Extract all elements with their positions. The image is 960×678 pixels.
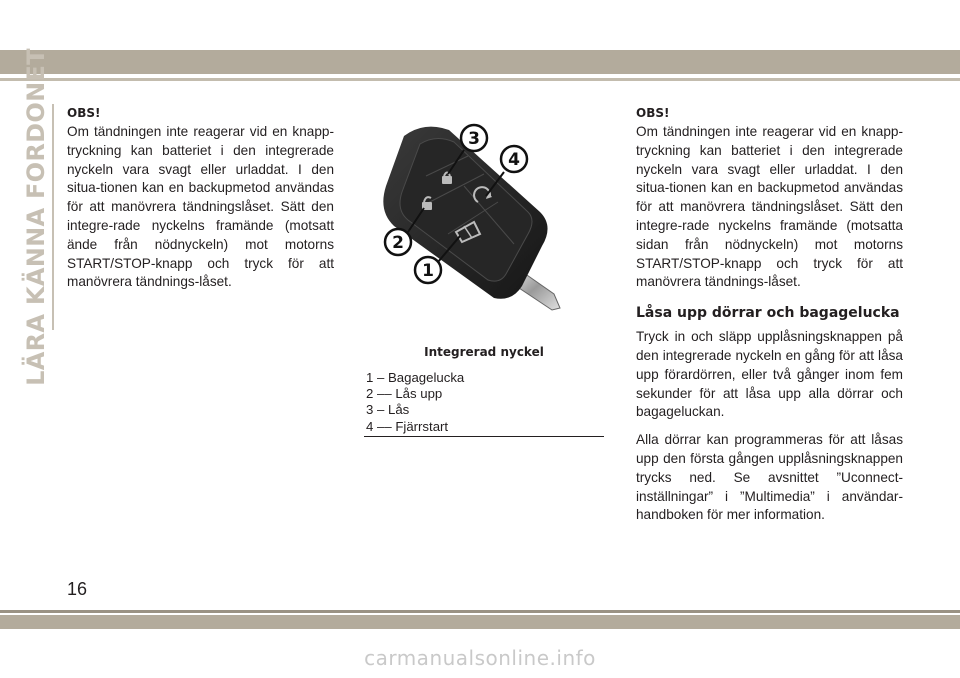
- figure-caption: Integrerad nyckel: [424, 345, 544, 359]
- legend-item: 1 – Bagagelucka: [366, 370, 465, 385]
- legend-rule: [364, 436, 604, 437]
- page-number: 16: [67, 579, 88, 599]
- left-column: [67, 105, 334, 292]
- note-heading: OBS!: [636, 106, 670, 120]
- note-text: Om tändningen inte reagerar vid en knapp-tryckning kan batteriet i den integrerade nyckeln vara svagt eller urladdat. I den situa-tionen kan en backupmetod användas för att manövrera tändningslåset. Sätt den integre-rade nyckelns framände (motsatta sidan från nödnyckeln) mot motorns START/STOP-knapp och tryck för att manövrera tändnings-låset.: [636, 124, 903, 290]
- callout-3-label: 3: [468, 129, 480, 149]
- callout-2-label: 2: [392, 233, 404, 253]
- key-fob-illustration: [364, 116, 604, 336]
- body-paragraph: Alla dörrar kan programmeras för att låsas upp den första gången upplåsningsknappen trycks ned. Se avsnittet ”Uconnect-inställningar” i ”Multimedia” i användar-handboken för mer information.: [636, 432, 903, 523]
- header-band: [0, 50, 960, 74]
- body-paragraph: Tryck in och släpp upplåsningsknappen på den integrerade nyckeln en gång för att låsa upp förardörren, eller två gånger inom fem sekunder för att låsa upp alla dörrar och bagageluckan.: [636, 329, 903, 420]
- section-heading: Låsa upp dörrar och bagagelucka: [636, 305, 900, 322]
- key-fob-figure: [364, 116, 604, 336]
- footer-band: [0, 615, 960, 629]
- section-title-text: LÄRA KÄNNA FORDONET: [22, 48, 50, 386]
- section-title: [21, 48, 51, 386]
- watermark: carmanualsonline.info: [364, 646, 596, 670]
- note-text: Om tändningen inte reagerar vid en knapp-tryckning kan batteriet i den integrerade nyckeln vara svagt eller urladdat. I den situa-tionen kan en backupmetod användas för att manövrera tändningslåset. Sätt den integre-rade nyckelns framände (motsatt ände från nödnyckeln) mot motorns START/STOP-knapp och tryck för att manövrera tändnings-låset.: [67, 124, 334, 290]
- header-rule: [0, 78, 960, 81]
- callout-4-label: 4: [508, 150, 520, 170]
- legend-item: 3 – Lås: [366, 402, 410, 418]
- figure-legend: [366, 370, 604, 435]
- footer-rule: [0, 610, 960, 613]
- legend-item: 2 –– Lås upp: [366, 386, 443, 402]
- note-heading: OBS!: [67, 106, 101, 120]
- right-column: [636, 105, 903, 534]
- callout-1-label: 1: [422, 261, 434, 281]
- section-title-rule: [52, 104, 54, 330]
- legend-item: 4 –– Fjärrstart: [366, 418, 449, 434]
